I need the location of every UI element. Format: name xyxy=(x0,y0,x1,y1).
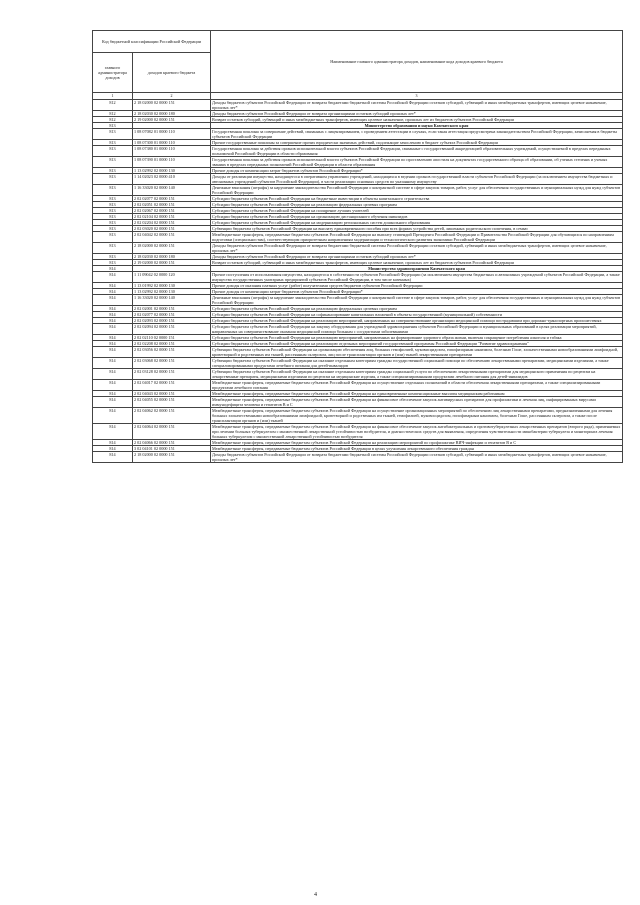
revenue-code-cell: 1 13 02992 02 0000 130 xyxy=(133,289,211,295)
revenue-code-cell: 2 18 02000 02 0000 151 xyxy=(133,100,211,111)
revenue-name-cell: Межбюджетные трансферты, передаваемые бюджетам субъектов Российской Федерации на финансовое обеспечение закупок антивирусных препаратов для профилактики и лечения лиц, инфицированных вирусами иммунодефицита человека и гепатитов B и C xyxy=(211,397,623,408)
revenue-code-cell: 2 02 04055 02 0000 151 xyxy=(133,397,211,408)
table-row xyxy=(93,100,623,111)
revenue-code-cell: 2 02 04043 02 0000 151 xyxy=(133,391,211,397)
table-row xyxy=(93,232,623,243)
revenue-code-cell: 2 02 02110 02 0000 151 xyxy=(133,335,211,341)
admin-code-cell: 813 xyxy=(93,243,133,254)
revenue-code-cell: 2 02 02067 02 0000 151 xyxy=(133,208,211,214)
admin-code-cell: 814 xyxy=(93,272,133,283)
revenue-name-cell: Денежные взыскания (штрафы) за нарушение законодательства Российской Федерации о контрактной системе в сфере закупок товаров, работ, услуг для обеспечения государственных и муниципальных нужд для нужд субъектов Российской Федерации xyxy=(211,295,623,306)
revenue-code-cell: 2 02 02104 02 0000 151 xyxy=(133,214,211,220)
admin-code-cell: 814 xyxy=(93,369,133,380)
admin-code-cell: 813 xyxy=(93,185,133,196)
table-row xyxy=(93,452,623,463)
admin-code-cell: 814 xyxy=(93,397,133,408)
revenue-name-cell: Субсидии бюджетам субъектов Российской Федерации на закупку оборудования для учреждений здравоохранения субъектов Российской Федерации и муниципальных образований в целях реализации мероприятий, направленных на совершенствование оказания медицинской помощи больным с сосудистыми заболеваниями xyxy=(211,324,623,335)
header-revenue-column: доходов краевого бюджета xyxy=(133,53,211,93)
admin-code-cell: 814 xyxy=(93,452,133,463)
admin-code-cell: 813 xyxy=(93,254,133,260)
revenue-name-cell: Министерство образования и науки Камчатского края xyxy=(211,123,623,129)
revenue-code-cell: 2 02 03068 02 0000 151 xyxy=(133,358,211,369)
revenue-name-cell: Субсидии бюджетам субъектов Российской Федерации на поощрение лучших учителей xyxy=(211,208,623,214)
admin-code-cell: 814 xyxy=(93,380,133,391)
revenue-code-cell: 1 13 02992 02 0000 130 xyxy=(133,168,211,174)
admin-code-cell: 813 xyxy=(93,140,133,146)
revenue-name-cell: Государственная пошлина за совершение действий, связанных с лицензированием, с проведением аттестации в случаях, если такая аттестация предусмотрена законодательством Российской Федерации, зачисляемая в бюджеты субъектов Российской Федерации xyxy=(211,129,623,140)
revenue-code-cell: 2 19 02000 02 0000 151 xyxy=(133,260,211,266)
revenue-name-cell: Межбюджетные трансферты, передаваемые бюджетам субъектов Российской Федерации на осуществление отдельных полномочий в области обеспечения лекарственными препаратами, а также специализированными продуктами лечебного питания xyxy=(211,380,623,391)
revenue-name-cell: Государственная пошлина за действия органов исполнительной власти субъектов Российской Федерации по проставлению апостиля на документах государственного образца об образовании, об ученых степенях и ученых званиях в пределах переданных полномочий Российской Федерации в области образования xyxy=(211,157,623,168)
revenue-code-cell: 2 02 02204 02 0000 151 xyxy=(133,220,211,226)
table-row xyxy=(93,295,623,306)
revenue-code-cell: 2 02 02208 02 0000 151 xyxy=(133,341,211,347)
revenue-code-cell: 1 08 07390 01 0000 110 xyxy=(133,157,211,168)
table-row xyxy=(93,347,623,358)
admin-code-cell: 814 xyxy=(93,358,133,369)
revenue-name-cell: Субсидии бюджетам субъектов Российской Федерации на реализацию мероприятий, направленных на формирование здорового образа жизни, включая сокращение потребления алкоголя и табака xyxy=(211,335,623,341)
admin-code-cell: 813 xyxy=(93,260,133,266)
revenue-code-cell: 2 02 02093 02 0000 151 xyxy=(133,318,211,324)
admin-code-cell: 813 xyxy=(93,196,133,202)
admin-code-cell: 814 xyxy=(93,306,133,312)
table-row xyxy=(93,424,623,440)
revenue-code-cell: 2 02 03056 02 0000 151 xyxy=(133,347,211,358)
table-row xyxy=(93,324,623,335)
revenue-name-cell: Межбюджетные трансферты, передаваемые бюджетам субъектов Российской Федерации на осуществление организационных мероприятий по обеспечению лиц лекарственными препаратами, предназначенными для лечения больных злокачественными новообразованиями лимфоидной, кроветворной и родственных им тканей, гемофилией, муковисцидозом, гипофизарным нанизмом, болезнью Гоше, рассеянным склерозом, а также после трансплантации органов и (или) тканей xyxy=(211,408,623,424)
admin-code-cell: 812 xyxy=(93,100,133,111)
admin-code-cell: 814 xyxy=(93,335,133,341)
admin-code-cell: 814 xyxy=(93,324,133,335)
revenue-name-cell: Доходы бюджетов субъектов Российской Федерации от возврата бюджетами бюджетной системы Российской Федерации остатков субсидий, субвенций и иных межбюджетных трансфертов, имеющих целевое назначение, прошлых лет* xyxy=(211,100,623,111)
table-row xyxy=(93,397,623,408)
revenue-name-cell: Государственная пошлина за действия органов исполнительной власти субъектов Российской Федерации, связанные с государственной аккредитацией образовательных учреждений, осуществляемой в пределах переданных полномочий Российской Федерации в области образования xyxy=(211,146,623,157)
table-row xyxy=(93,185,623,196)
revenue-name-cell: Возврат остатков субсидий, субвенций и иных межбюджетных трансфертов, имеющих целевое назначение, прошлых лет из бюджетов субъектов Российской Федерации xyxy=(211,117,623,123)
revenue-code-cell: 2 02 02094 02 0000 151 xyxy=(133,324,211,335)
admin-code-cell: 813 xyxy=(93,214,133,220)
revenue-code-cell: 1 13 01992 02 0000 130 xyxy=(133,283,211,289)
revenue-code-cell: 2 18 02000 02 0000 151 xyxy=(133,243,211,254)
admin-code-cell: 814 xyxy=(93,341,133,347)
admin-code-cell: 813 xyxy=(93,157,133,168)
admin-code-cell: 814 xyxy=(93,424,133,440)
admin-code-cell: 814 xyxy=(93,408,133,424)
revenue-name-cell: Прочие доходы от оказания платных услуг (работ) получателями средств бюджетов субъектов Российской Федерации xyxy=(211,283,623,289)
admin-code-cell: 813 xyxy=(93,202,133,208)
revenue-name-cell: Субсидии бюджетам субъектов Российской Федерации на софинансирование капитальных вложений в объекты государственной (муниципальной) собственности xyxy=(211,312,623,318)
header-code-group: Код бюджетной классификации Российской Федерации xyxy=(93,31,211,53)
revenue-name-cell: Субсидии бюджетам субъектов Российской Федерации на реализацию отдельных мероприятий государственной программы Российской Федерации "Развитие здравоохранения" xyxy=(211,341,623,347)
revenue-code-cell: 2 19 02000 02 0000 151 xyxy=(133,117,211,123)
revenue-code-cell: 1 14 02023 02 0000 410 xyxy=(133,174,211,185)
admin-code-cell: 813 xyxy=(93,220,133,226)
revenue-code-cell: 1 11 09042 02 0000 120 xyxy=(133,272,211,283)
table-row xyxy=(93,174,623,185)
admin-code-cell: 814 xyxy=(93,391,133,397)
revenue-name-cell: Денежные взыскания (штрафы) за нарушение законодательства Российской Федерации о контрактной системе в сфере закупок товаров, работ, услуг для обеспечения государственных и муниципальных нужд для нужд субъектов Российской Федерации xyxy=(211,185,623,196)
revenue-name-cell: Межбюджетные трансферты, передаваемые бюджетам субъектов Российской Федерации на реализацию мероприятий по профилактике ВИЧ-инфекции и гепатитов B и C xyxy=(211,440,623,446)
revenue-name-cell: Субсидии бюджетам субъектов Российской Федерации на модернизацию региональных систем дошкольного образования xyxy=(211,220,623,226)
table-row xyxy=(93,380,623,391)
admin-code-cell: 814 xyxy=(93,446,133,452)
table-row xyxy=(93,335,623,341)
table-row xyxy=(93,157,623,168)
revenue-name-cell: Субсидии бюджетам субъектов Российской Федерации на реализацию федеральных целевых программ xyxy=(211,202,623,208)
revenue-code-cell: 1 08 07082 01 0000 110 xyxy=(133,129,211,140)
revenue-code-cell: 2 02 04064 02 0000 151 xyxy=(133,424,211,440)
revenue-code-cell: 2 18 02000 02 0000 151 xyxy=(133,452,211,463)
table-row xyxy=(93,129,623,140)
revenue-name-cell: Доходы бюджетов субъектов Российской Федерации от возврата бюджетами бюджетной системы Российской Федерации остатков субсидий, субвенций и иных межбюджетных трансфертов, имеющих целевое назначение, прошлых лет* xyxy=(211,243,623,254)
revenue-name-cell: Субсидии бюджетам субъектов Российской Федерации на реализацию мероприятий, направленных на совершенствование организации медицинской помощи пострадавшим при дорожно-транспортных происшествиях xyxy=(211,318,623,324)
revenue-code-cell: 2 02 04066 02 0000 151 xyxy=(133,440,211,446)
admin-code-cell: 814 xyxy=(93,289,133,295)
revenue-name-cell: Субвенции бюджетам субъектов Российской Федерации на выплату единовременного пособия при всех формах устройства детей, лишенных родительского попечения, в семью xyxy=(211,226,623,232)
revenue-name-cell: Доходы от реализации имущества, находящегося в оперативном управлении учреждений, находящихся в ведении органов государственной власти субъектов Российской Федерации (за исключением имущества бюджетных и автономных учреждений субъектов Российской Федерации), в части реализации основных средств по указанному имуществу xyxy=(211,174,623,185)
revenue-name-cell: Межбюджетные трансферты, передаваемые бюджетам субъектов Российской Федерации на выплату стипендий Президента Российской Федерации и Правительства Российской Федерации для обучающихся по направлениям подготовки (специальностям), соответствующим приоритетным направлениям модернизации и технологического развития экономики Российской Федерации xyxy=(211,232,623,243)
admin-code-cell: 814 xyxy=(93,318,133,324)
revenue-name-cell: Субсидии бюджетам субъектов Российской Федерации на бюджетные инвестиции в объекты капитального строительства xyxy=(211,196,623,202)
column-number-3: 3 xyxy=(211,93,623,100)
admin-code-cell: 813 xyxy=(93,226,133,232)
table-row xyxy=(93,369,623,380)
table-row xyxy=(93,146,623,157)
revenue-name-cell: Доходы бюджетов субъектов Российской Федерации от возврата организациями остатков субсидий прошлых лет* xyxy=(211,254,623,260)
revenue-code-cell: 2 02 04042 02 0000 151 xyxy=(133,232,211,243)
admin-code-cell: 814 xyxy=(93,440,133,446)
admin-code-cell: 813 xyxy=(93,232,133,243)
revenue-name-cell: Межбюджетные трансферты, передаваемые бюджетам субъектов Российской Федерации на финансовое обеспечение закупок антибактериальных и противотуберкулезных лекарственных препаратов (второго ряда), применяемых при лечении больных туберкулезом с множественной лекарственной устойчивостью возбудителя, и диагностических средств для выявления, определения чувствительности микобактерии туберкулеза и мониторинга лечения больных туберкулезом с множественной лекарственной устойчивостью возбудителя xyxy=(211,424,623,440)
revenue-name-cell: Межбюджетные трансферты, передаваемые бюджетам субъектов Российской Федерации на единовременные компенсационные выплаты медицинским работникам xyxy=(211,391,623,397)
revenue-code-cell: 1 08 07380 01 0000 110 xyxy=(133,146,211,157)
table-row xyxy=(93,318,623,324)
revenue-name-cell: Прочие доходы от компенсации затрат бюджетов субъектов Российской Федерации* xyxy=(211,289,623,295)
revenue-name-cell: Доходы бюджетов субъектов Российской Федерации от возврата организациями остатков субсидий прошлых лет* xyxy=(211,111,623,117)
revenue-code-cell: 2 02 02051 02 0000 151 xyxy=(133,202,211,208)
page-number: 4 xyxy=(314,892,317,898)
revenue-name-cell: Субвенции бюджетам субъектов Российской Федерации на оказание отдельным категориям граждан социальной услуги по обеспечению лекарственными препаратами для медицинского применения по рецептам на лекарственные препараты, медицинскими изделиями по рецептам на медицинские изделия, а также специализированными продуктами лечебного питания для детей-инвалидов xyxy=(211,369,623,380)
column-number-1: 1 xyxy=(93,93,133,100)
budget-revenue-table xyxy=(92,30,623,463)
admin-code-cell: 813 xyxy=(93,174,133,185)
revenue-name-cell: Прочие государственные пошлины за совершение прочих юридически значимых действий, подлежащие зачислению в бюджет субъекта Российской Федерации xyxy=(211,140,623,146)
admin-code-cell: 814 xyxy=(93,347,133,358)
admin-code-cell: 814 xyxy=(93,266,133,272)
admin-code-cell: 813 xyxy=(93,168,133,174)
revenue-code-cell: 2 02 04017 02 0000 151 xyxy=(133,380,211,391)
revenue-code-cell: 2 02 03020 02 0000 151 xyxy=(133,226,211,232)
revenue-code-cell: 2 02 02077 02 0000 151 xyxy=(133,196,211,202)
revenue-code-cell: 2 02 03128 02 0000 151 xyxy=(133,369,211,380)
revenue-name-cell: Субсидии бюджетам субъектов Российской Федерации на организацию дистанционного обучения инвалидов xyxy=(211,214,623,220)
revenue-code-cell: 2 18 02030 02 0000 180 xyxy=(133,111,211,117)
admin-code-cell: 813 xyxy=(93,129,133,140)
admin-code-cell: 812 xyxy=(93,117,133,123)
admin-code-cell: 814 xyxy=(93,283,133,289)
revenue-name-cell: Субсидии бюджетам субъектов Российской Федерации на реализацию федеральных целевых программ xyxy=(211,306,623,312)
revenue-name-cell: Министерство здравоохранения Камчатского края xyxy=(211,266,623,272)
admin-code-cell: 814 xyxy=(93,312,133,318)
table-row xyxy=(93,408,623,424)
table-row xyxy=(93,358,623,369)
admin-code-cell: 813 xyxy=(93,123,133,129)
table-row xyxy=(93,243,623,254)
admin-code-cell: 813 xyxy=(93,146,133,157)
revenue-name-cell: Прочие поступления от использования имущества, находящегося в собственности субъектов Российской Федерации (за исключением имущества бюджетных и автономных учреждений субъектов Российской Федерации, а также имущества государственных унитарных предприятий субъектов Российской Федерации, в том числе казенных) xyxy=(211,272,623,283)
revenue-code-cell: 2 18 02030 02 0000 180 xyxy=(133,254,211,260)
revenue-name-cell: Субвенции бюджетам субъектов Российской Федерации на оказание отдельным категориям граждан государственной социальной помощи по обеспечению лекарственными препаратами, медицинскими изделиями, а также специализированными продуктами лечебного питания для детей-инвалидов xyxy=(211,358,623,369)
revenue-code-cell: 2 02 02001 02 0000 151 xyxy=(133,306,211,312)
admin-code-cell: 812 xyxy=(93,111,133,117)
revenue-code-cell: 3 02 04101 02 0000 151 xyxy=(133,446,211,452)
revenue-code-cell: 1 16 33020 02 0000 140 xyxy=(133,295,211,306)
header-name-column: Наименование главного администратора доходов, наименование кода доходов краевого бюджета xyxy=(211,31,623,93)
revenue-name-cell: Межбюджетные трансферты, передаваемые бюджетам субъектов Российской Федерации в целях улучшения лекарственного обеспечения граждан xyxy=(211,446,623,452)
revenue-code-cell: 2 02 04062 02 0000 151 xyxy=(133,408,211,424)
revenue-name-cell: Прочие доходы от компенсации затрат бюджетов субъектов Российской Федерации* xyxy=(211,168,623,174)
revenue-code-cell: 1 08 07300 01 0000 110 xyxy=(133,140,211,146)
revenue-name-cell: Возврат остатков субсидий, субвенций и иных межбюджетных трансфертов, имеющих целевое назначение, прошлых лет из бюджетов субъектов Российской Федерации xyxy=(211,260,623,266)
admin-code-cell: 814 xyxy=(93,295,133,306)
revenue-code-cell: 1 16 33020 02 0000 140 xyxy=(133,185,211,196)
revenue-name-cell: Доходы бюджетов субъектов Российской Федерации от возврата бюджетами бюджетной системы Российской Федерации остатков субсидий, субвенций и иных межбюджетных трансфертов, имеющих целевое назначение, прошлых лет* xyxy=(211,452,623,463)
column-number-2: 2 xyxy=(133,93,211,100)
header-admin-column: главного администратора доходов xyxy=(93,53,133,93)
table-row xyxy=(93,272,623,283)
revenue-code-cell: 2 02 02077 02 0000 151 xyxy=(133,312,211,318)
revenue-name-cell: Субвенции бюджетам субъектов Российской Федерации на организацию обеспечения лиц, больных гемофилией, муковисцидозом, гипофизарным нанизмом, болезнью Гоше, злокачественными новообразованиями лимфоидной, кроветворной и родственных им тканей, рассеянным склерозом, лиц после трансплантации органов и (или) тканей лекарственными препаратами xyxy=(211,347,623,358)
admin-code-cell: 813 xyxy=(93,208,133,214)
